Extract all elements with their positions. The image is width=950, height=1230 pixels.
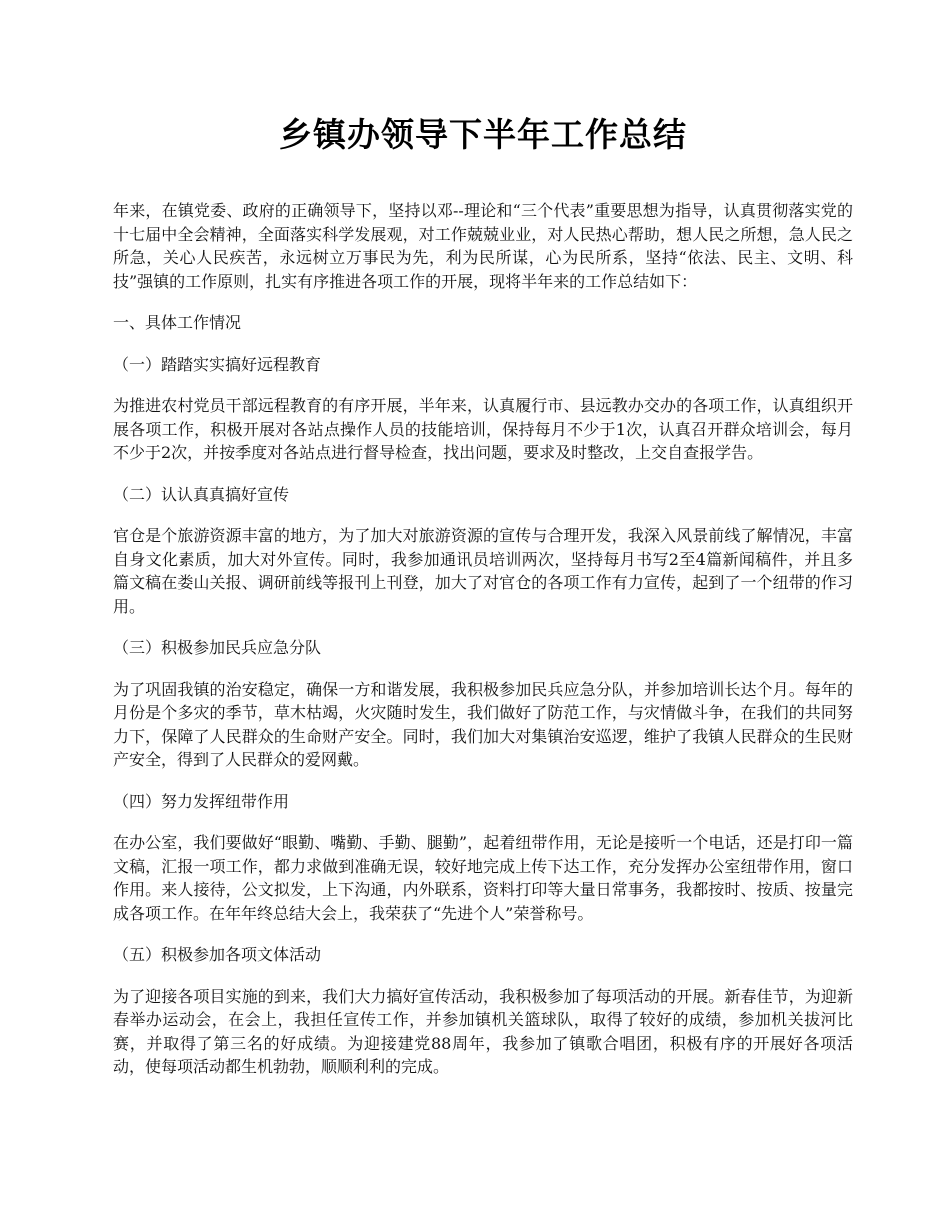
subsection-body-3: 为了巩固我镇的治安稳定，确保一方和谐发展，我积极参加民兵应急分队，并参加培训长达个月。每年的月份是个多灾的季节，草木枯竭，火灾随时发生，我们做好了防范工作，与灾情做斗争，在我们的共同努力下，保障了人民群众的生命财产安全。同时，我们加大对集镇治安巡逻，维护了我镇人民群众的生民财产安全，得到了人民群众的爱网戴。: [113, 679, 853, 769]
subsection-body-4: 在办公室，我们要做好“眼勤、嘴勤、手勤、腿勤”，起着纽带作用，无论是接听一个电话，还是打印一篇文稿，汇报一项工作，都力求做到准确无误，较好地完成上传下达工作，充分发挥办公室纽带作用，窗口作用。来人接待，公文拟发，上下沟通，内外联系，资料打印等大量日常事务，我都按时、按质、按量完成各项工作。在年年终总结大会上，我荣获了“先进个人”荣誉称号。: [113, 833, 853, 923]
section-heading: 一、具体工作情况: [113, 313, 242, 332]
subsection-heading-3: （三）积极参加民兵应急分队: [113, 638, 322, 657]
subsection-heading-5: （五）积极参加各项文体活动: [113, 945, 322, 964]
subsection-body-5: 为了迎接各项目实施的到来，我们大力搞好宣传活动，我积极参加了每项活动的开展。新春佳节，为迎新春举办运动会，在会上，我担任宣传工作，并参加镇机关篮球队，取得了较好的成绩，参加机关拔河比赛，并取得了第三名的好成绩。为迎接建党88周年，我参加了镇歌合唱团，积极有序的开展好各项活动，使每项活动都生机勃勃，顺顺利利的完成。: [113, 986, 853, 1076]
subsection-body-1: 为推进农村党员干部远程教育的有序开展，半年来，认真履行市、县远教办交办的各项工作，认真组织开展各项工作，积极开展对各站点操作人员的技能培训，保持每月不少于1次，认真召开群众培训会，每月不少于2次，并按季度对各站点进行督导检查，找出问题，要求及时整改，上交自查报学告。: [113, 396, 853, 462]
subsection-body-2: 官仓是个旅游资源丰富的地方，为了加大对旅游资源的宣传与合理开发，我深入风景前线了解情况，丰富自身文化素质，加大对外宣传。同时，我参加通讯员培训两次，坚持每月书写2至4篇新闻稿件，并且多篇文稿在娄山关报、调研前线等报刊上刊登，加大了对官仓的各项工作有力宣传，起到了一个纽带的作习用。: [113, 526, 853, 616]
intro-paragraph: 年来，在镇党委、政府的正确领导下，坚持以邓--理论和“三个代表”重要思想为指导，认真贯彻落实党的十七届中全会精神，全面落实科学发展观，对工作兢兢业业，对人民热心帮助，想人民之所想，急人民之所急，关心人民疾苦，永远树立万事民为先，利为民所谋，心为民所系，坚持“依法、民主、文明、科技”强镇的工作原则，扎实有序推进各项工作的开展，现将半年来的工作总结如下：: [113, 201, 853, 291]
subsection-heading-1: （一）踏踏实实搞好远程教育: [113, 354, 322, 374]
document-page: [113, 110, 853, 1097]
subsection-heading-2: （二）认认真真搞好宣传: [113, 484, 290, 504]
subsection-heading-4: （四）努力发挥纽带作用: [113, 791, 290, 811]
document-title: 乡镇办领导下半年工作总结: [279, 115, 687, 154]
